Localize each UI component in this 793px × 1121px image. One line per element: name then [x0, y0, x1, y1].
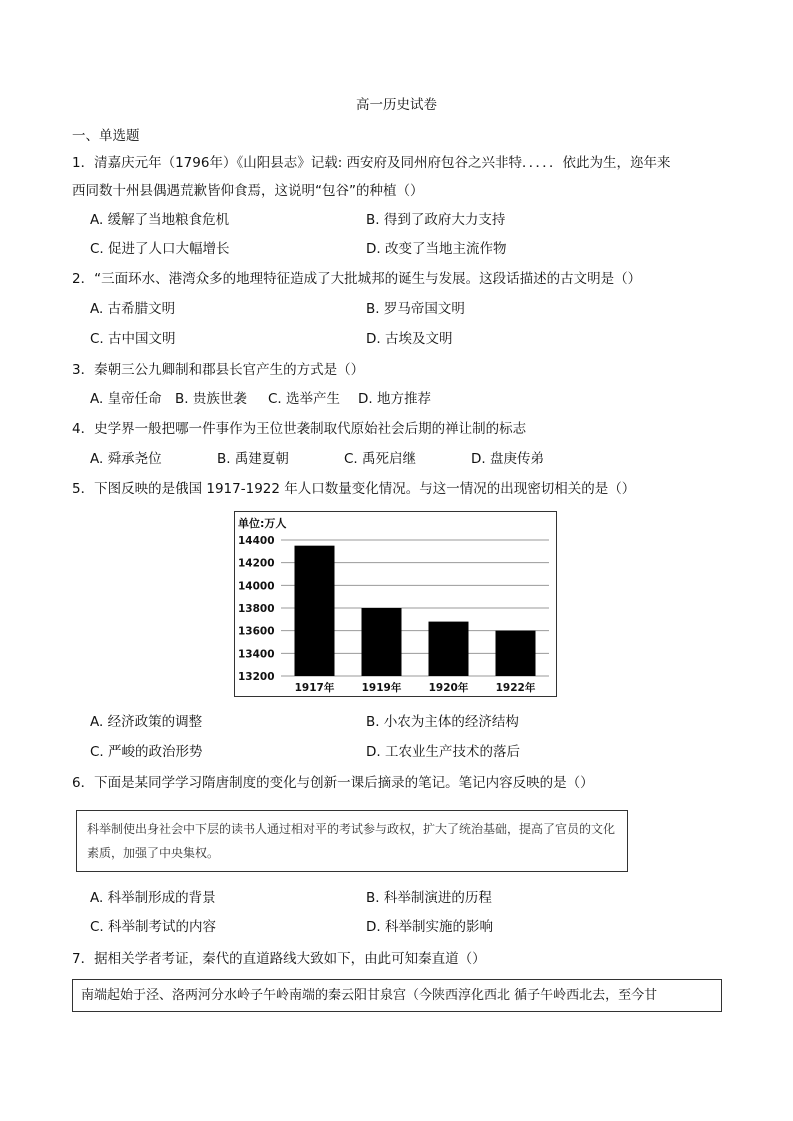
question-5-option-a[interactable]: A. 经济政策的调整	[90, 714, 203, 730]
y-tick-label: 13400	[238, 648, 275, 661]
bar	[362, 608, 402, 676]
chart-canvas	[235, 512, 558, 698]
chart-unit-label: 单位:万人	[238, 517, 287, 530]
question-5-stem: 5．下图反映的是俄国 1917-1922 年人口数量变化情况。与这一情况的出现密切相关的是（）	[72, 481, 636, 497]
note-box: 科举制使出身社会中下层的读书人通过相对平的考试参与政权，扩大了统治基础，提高了官员的文化素质，加强了中央集权。	[76, 810, 628, 872]
y-tick-label: 14200	[238, 557, 275, 570]
x-tick-label: 1920年	[428, 682, 469, 694]
question-3-stem: 3．秦朝三公九卿制和郡县长官产生的方式是（）	[72, 362, 365, 378]
question-4-option-b[interactable]: B. 禹建夏朝	[217, 451, 289, 467]
x-tick-label: 1919年	[361, 682, 402, 694]
question-2-stem: 2．“三面环水、港湾众多的地理特征造成了大批城邦的诞生与发展。这段话描述的古文明是（）	[72, 271, 642, 287]
y-tick-label: 13200	[238, 671, 275, 683]
x-tick-label: 1922年	[495, 682, 536, 694]
question-4-option-c[interactable]: C. 禹死启继	[344, 451, 417, 467]
question-3-option-d[interactable]: D. 地方推荐	[358, 391, 431, 407]
question-4-option-d[interactable]: D. 盘庚传弟	[471, 451, 544, 467]
section-heading: 一、单选题	[72, 128, 140, 144]
question-1-option-a[interactable]: A. 缓解了当地粮食危机	[90, 212, 230, 228]
y-tick-label: 13800	[238, 603, 275, 615]
question-5-option-d[interactable]: D. 工农业生产技术的落后	[366, 744, 520, 760]
question-7-stem: 7．据相关学者考证，秦代的直道路线大致如下，由此可知秦直道（）	[72, 951, 486, 967]
question-6-option-b[interactable]: B. 科举制演进的历程	[366, 890, 492, 906]
question-5-option-b[interactable]: B. 小农为主体的经济结构	[366, 714, 519, 730]
y-tick-label: 13600	[238, 625, 275, 638]
question-4-option-a[interactable]: A. 舜承尧位	[90, 451, 162, 467]
question-1-stem-cont: 西同数十州县偶遇荒歉皆仰食焉，这说明“包谷”的种植（）	[72, 183, 424, 199]
bar	[496, 631, 536, 676]
question-1-option-b[interactable]: B. 得到了政府大力支持	[366, 212, 506, 228]
x-tick-label: 1917年	[294, 682, 335, 694]
question-6-option-d[interactable]: D. 科举制实施的影响	[366, 919, 493, 935]
question-2-option-b[interactable]: B. 罗马帝国文明	[366, 301, 465, 317]
question-5-option-c[interactable]: C. 严峻的政治形势	[90, 744, 203, 760]
population-bar-chart	[234, 511, 557, 697]
question-6-option-a[interactable]: A. 科举制形成的背景	[90, 890, 216, 906]
question-1-option-c[interactable]: C. 促进了人口大幅增长	[90, 241, 230, 257]
bar	[295, 546, 335, 676]
question-3-option-b[interactable]: B. 贵族世袭	[175, 391, 247, 407]
question-6-option-c[interactable]: C. 科举制考试的内容	[90, 919, 217, 935]
question-4-stem: 4．史学界一般把哪一件事作为王位世袭制取代原始社会后期的禅让制的标志	[72, 421, 527, 437]
question-1-stem: 1．清嘉庆元年（1796年）《山阳县志》记载: 西安府及同州府包谷之兴非特．．．．．依此为生，迩年来	[72, 155, 671, 171]
quote-box: 南端起始于泾、洛两河分水岭子午岭南端的秦云阳甘泉宫（今陕西淳化西北 循子午岭西北去，至今甘	[72, 979, 722, 1012]
question-3-option-c[interactable]: C. 选举产生	[268, 391, 341, 407]
question-2-option-a[interactable]: A. 古希腊文明	[90, 301, 176, 317]
bar	[429, 622, 469, 676]
page-title: 高一历史试卷	[356, 97, 437, 113]
question-3-option-a[interactable]: A. 皇帝任命	[90, 391, 162, 407]
question-1-option-d[interactable]: D. 改变了当地主流作物	[366, 241, 507, 257]
y-tick-label: 14400	[238, 535, 275, 547]
question-2-option-c[interactable]: C. 古中国文明	[90, 331, 176, 347]
question-2-option-d[interactable]: D. 古埃及文明	[366, 331, 453, 347]
y-tick-label: 14000	[238, 580, 275, 593]
question-6-stem: 6．下面是某同学学习隋唐制度的变化与创新一课后摘录的笔记。笔记内容反映的是（）	[72, 775, 594, 791]
